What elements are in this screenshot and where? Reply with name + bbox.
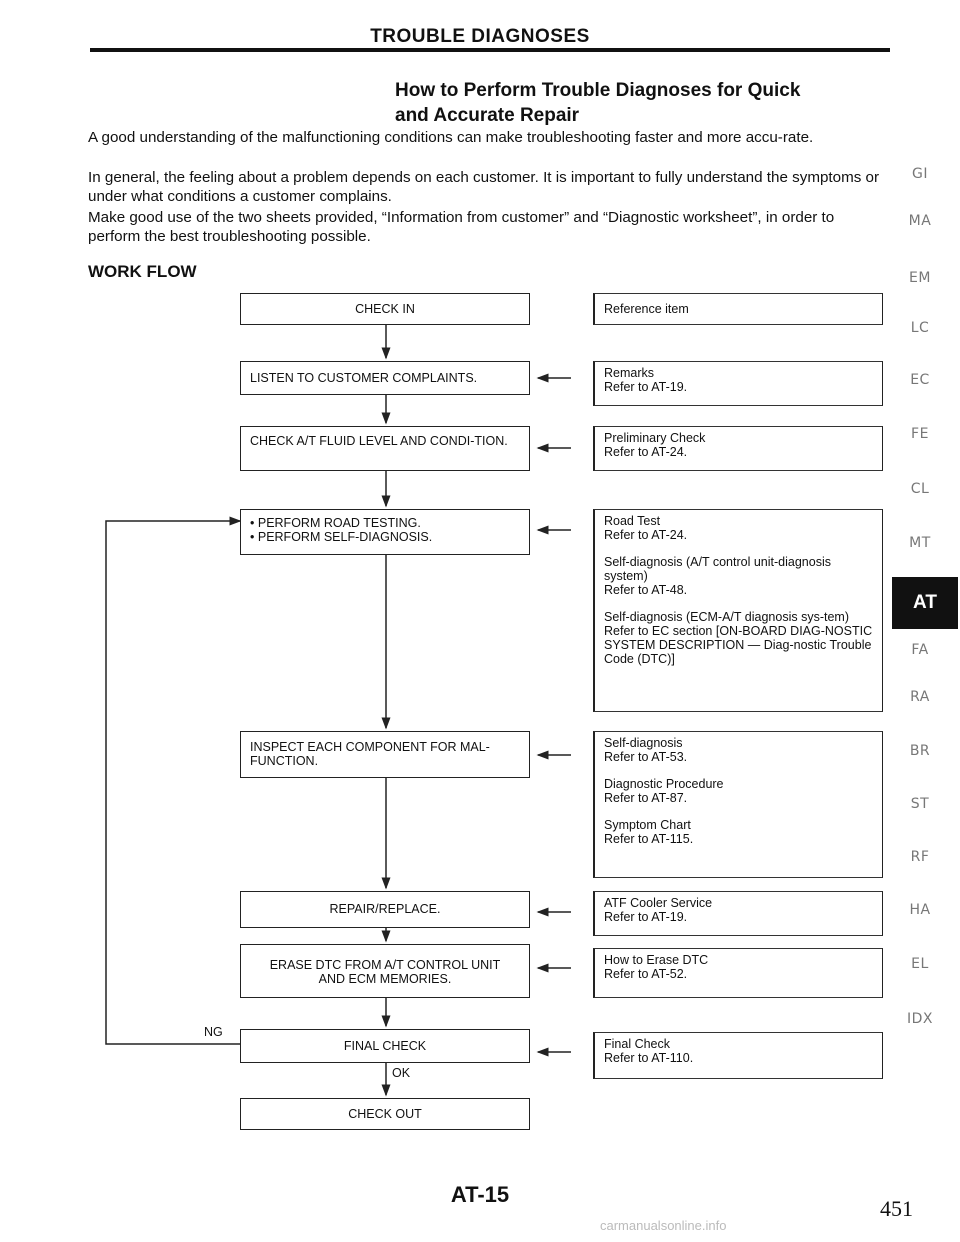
ref-self-at-title: Self-diagnosis (A/T control unit-diagnosis system) xyxy=(604,555,831,583)
page-header: TROUBLE DIAGNOSES xyxy=(370,26,590,47)
ref-preliminary-title: Preliminary Check xyxy=(604,431,706,445)
intro-paragraph-1: A good understanding of the malfunctioning conditions can make troubleshooting faster and more accu-rate. xyxy=(88,129,814,146)
section-title-line2: and Accurate Repair xyxy=(395,105,580,126)
ref-final-title: Final Check xyxy=(604,1037,670,1051)
ref-atf-title: ATF Cooler Service xyxy=(604,896,713,910)
ref-final-check xyxy=(593,1032,883,1079)
ref-road-title: Road Test xyxy=(604,514,661,528)
section-tab-lc[interactable]: LC xyxy=(910,320,930,336)
ref-road-self-diagnosis xyxy=(593,509,883,712)
step-repair: REPAIR/REPLACE. xyxy=(240,891,530,928)
ref-self53-page: Refer to AT-53. xyxy=(604,750,688,764)
ref-header: Reference item xyxy=(593,293,883,325)
ref-procedure-title: Diagnostic Procedure xyxy=(604,777,724,791)
ref-erase-dtc xyxy=(593,948,883,998)
step-erase-dtc xyxy=(240,944,530,998)
ref-symptom-page: Refer to AT-115. xyxy=(604,832,694,846)
step-perform-tests xyxy=(240,509,530,555)
step-check-fluid: CHECK A/T FLUID LEVEL AND CONDI-TION. xyxy=(240,426,530,471)
intro-paragraph-2: In general, the feeling about a problem depends on each customer. It is important to fully understand the symptoms or under what conditions a customer complains. xyxy=(88,169,880,205)
section-tab-at[interactable]: AT xyxy=(892,577,958,629)
section-tab-el[interactable]: EL xyxy=(911,956,929,972)
ref-final-page: Refer to AT-110. xyxy=(604,1051,694,1065)
ref-symptom-title: Symptom Chart xyxy=(604,818,691,832)
section-tab-gi[interactable]: GI xyxy=(912,166,928,182)
ref-erase-title: How to Erase DTC xyxy=(604,953,709,967)
section-tab-ra[interactable]: RA xyxy=(910,689,930,705)
ref-atf-cooler xyxy=(593,891,883,936)
ref-self53-title: Self-diagnosis xyxy=(604,736,683,750)
ref-remarks-title: Remarks xyxy=(604,366,655,380)
step-erase-line1: ERASE DTC FROM A/T CONTROL UNIT xyxy=(269,958,501,972)
step-final-check: FINAL CHECK xyxy=(240,1029,530,1063)
step-listen: LISTEN TO CUSTOMER COMPLAINTS. xyxy=(240,361,530,395)
ref-preliminary-page: Refer to AT-24. xyxy=(604,445,688,459)
step-erase-line2: AND ECM MEMORIES. xyxy=(318,972,452,986)
ref-road-page: Refer to AT-24. xyxy=(604,528,688,542)
section-tab-ec[interactable]: EC xyxy=(910,372,930,388)
watermark: carmanualsonline.info xyxy=(600,1218,727,1233)
ref-procedure-page: Refer to AT-87. xyxy=(604,791,688,805)
ref-self-at-page: Refer to AT-48. xyxy=(604,583,688,597)
ref-remarks-page: Refer to AT-19. xyxy=(604,380,688,394)
section-tab-mt[interactable]: MT xyxy=(909,535,931,551)
step-perform-road: • PERFORM ROAD TESTING. xyxy=(250,516,520,530)
section-tab-em[interactable]: EM xyxy=(909,270,931,286)
section-tab-ma[interactable]: MA xyxy=(908,213,932,229)
ref-erase-page: Refer to AT-52. xyxy=(604,967,688,981)
ref-self-ecm-page: Refer to EC section [ON-BOARD DIAG-NOSTIC SYSTEM DESCRIPTION — Diag-nostic Trouble Code (DTC)] xyxy=(604,624,873,666)
section-title-line1: How to Perform Trouble Diagnoses for Quick xyxy=(395,80,801,101)
step-check-in: CHECK IN xyxy=(240,293,530,325)
section-tab-br[interactable]: BR xyxy=(909,743,931,759)
ref-remarks xyxy=(593,361,883,406)
step-perform-self: • PERFORM SELF-DIAGNOSIS. xyxy=(250,530,520,544)
work-flow-heading: WORK FLOW xyxy=(88,262,197,281)
section-tab-ha[interactable]: HA xyxy=(909,902,931,918)
ng-label: NG xyxy=(204,1025,223,1039)
section-tab-fa[interactable]: FA xyxy=(911,642,929,658)
ref-preliminary xyxy=(593,426,883,471)
section-tab-idx[interactable]: IDX xyxy=(907,1011,933,1027)
ok-label: OK xyxy=(392,1066,411,1080)
ng-loop-line xyxy=(106,521,240,1044)
section-tab-fe[interactable]: FE xyxy=(911,426,929,442)
section-tab-rf[interactable]: RF xyxy=(910,849,930,865)
intro-paragraph-3: Make good use of the two sheets provided, “Information from customer” and “Diagnostic worksheet”, in order to perform the best troubleshooting possible. xyxy=(88,209,835,245)
ref-atf-page: Refer to AT-19. xyxy=(604,910,688,924)
ref-inspect xyxy=(593,731,883,878)
section-page-number: AT-15 xyxy=(450,1182,510,1207)
step-check-out: CHECK OUT xyxy=(240,1098,530,1130)
step-inspect: INSPECT EACH COMPONENT FOR MAL-FUNCTION. xyxy=(240,731,530,778)
section-tab-st[interactable]: ST xyxy=(910,796,930,812)
section-tab-cl[interactable]: CL xyxy=(910,481,930,497)
page-number: 451 xyxy=(880,1196,913,1221)
ref-self-ecm-title: Self-diagnosis (ECM-A/T diagnosis sys-tem) xyxy=(604,610,849,624)
